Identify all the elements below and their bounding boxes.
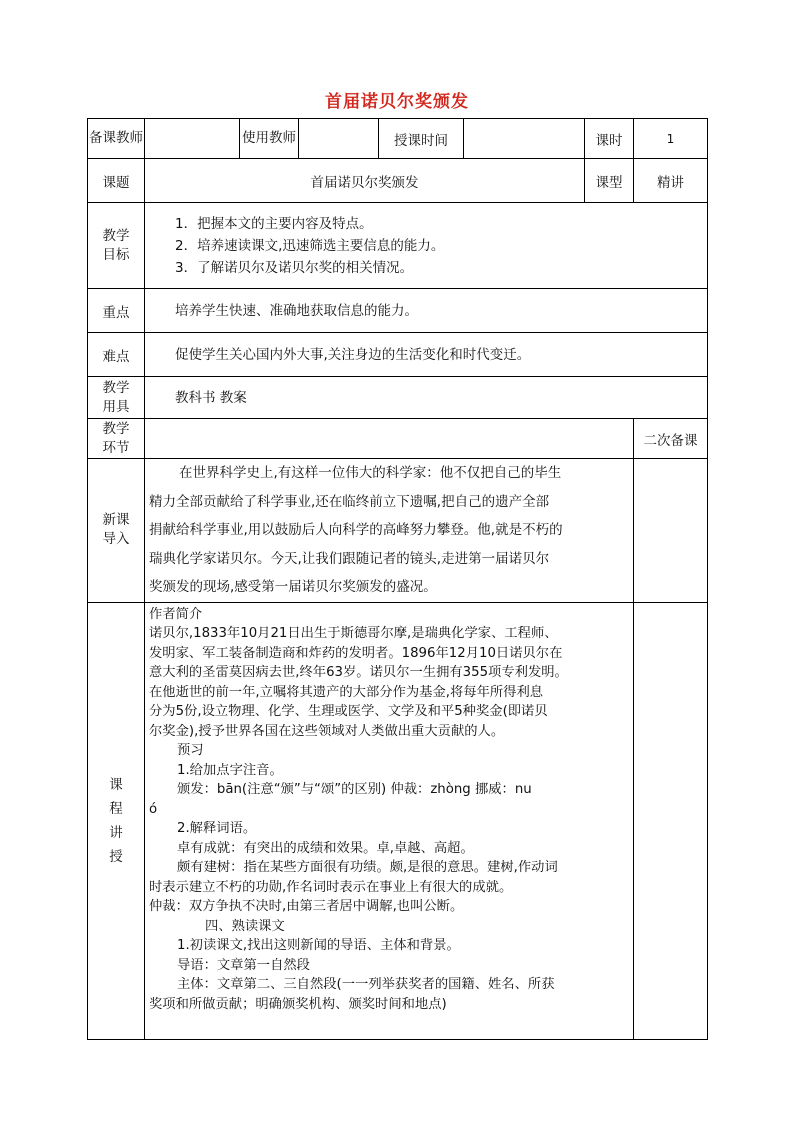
lecture-label: 课程讲授 bbox=[88, 602, 145, 1039]
lecture-line: 四、熟读课文 bbox=[205, 918, 285, 934]
document-title: 首届诺贝尔奖颁发 bbox=[325, 92, 469, 112]
lesson-type-label: 课型 bbox=[585, 159, 634, 203]
hours-label: 课时 bbox=[585, 119, 634, 159]
lecture-line: 时表示建立不朽的功勋,作名词时表示在事业上有很大的成就。 bbox=[149, 879, 513, 895]
lecture-line: ó bbox=[149, 801, 158, 817]
lecture-line: 作者简介 bbox=[149, 606, 203, 622]
goals-cell bbox=[145, 203, 708, 289]
lecture-text bbox=[145, 602, 634, 1039]
lecture-line: 1.给加点字注音。 bbox=[177, 762, 283, 778]
lesson-time-label: 授课时间 bbox=[379, 119, 464, 159]
lecture-line: 在他逝世的前一年,立嘱将其遗产的大部分作为基金,将每年所得利息 bbox=[149, 684, 544, 700]
goals-label: 教学目标 bbox=[88, 203, 145, 289]
process-cell bbox=[145, 419, 634, 459]
intro-line: 精力全部贡献给了科学事业,还在临终前立下遗嘱,把自己的遗产全部 bbox=[149, 493, 550, 510]
lecture-line: 仲裁：双方争执不决时,由第三者居中调解,也叫公断。 bbox=[149, 899, 464, 914]
lecture-line: 卓有成就：有突出的成绩和效果。卓,卓越、高超。 bbox=[177, 840, 474, 856]
lecture-line: 发明家、军工装备制造商和炸药的发明者。1896年12月10日诺贝尔在 bbox=[149, 645, 563, 661]
lecture-line: 颁发：bān(注意“颁”与“颂”的区别) 仲裁：zhòng 挪威：nu bbox=[177, 782, 532, 797]
lecture-line: 意大利的圣雷莫因病去世,终年63岁。诺贝尔一生拥有355项专利发明。 bbox=[149, 665, 568, 680]
lesson-time-cell bbox=[464, 119, 585, 159]
topic-label: 课题 bbox=[88, 159, 145, 203]
key-point-label: 重点 bbox=[88, 289, 145, 333]
lecture-line: 预习 bbox=[177, 743, 204, 758]
hours-value: 1 bbox=[634, 119, 708, 159]
lecture-line: 2.解释词语。 bbox=[177, 821, 257, 836]
lecture-line: 尔奖金),授予世界各国在这些领域对人类做出重大贡献的人。 bbox=[149, 723, 505, 739]
goal-item: 2．培养速读课文,迅速筛选主要信息的能力。 bbox=[175, 237, 445, 254]
topic-value: 首届诺贝尔奖颁发 bbox=[145, 159, 585, 203]
tools-label: 教学用具 bbox=[88, 377, 145, 419]
use-teacher-label: 使用教师 bbox=[240, 119, 299, 159]
lecture-line: 主体：文章第二、三自然段(一一列举获奖者的国籍、姓名、所获 bbox=[177, 977, 555, 992]
intro-line: 瑞典化学家诺贝尔。今天,让我们跟随记者的镜头,走进第一届诺贝尔 bbox=[149, 550, 550, 567]
intro-second-prep-cell bbox=[634, 459, 708, 603]
tools-value: 教科书 教案 bbox=[145, 377, 708, 419]
lecture-line: 诺贝尔,1833年10月21日出生于斯德哥尔摩,是瑞典化学家、工程师、 bbox=[149, 626, 558, 641]
key-point-value: 培养学生快速、准确地获取信息的能力。 bbox=[145, 289, 708, 333]
goal-item: 1．把握本文的主要内容及特点。 bbox=[175, 215, 373, 232]
difficulty-value: 促使学生关心国内外大事,关注身边的生活变化和时代变迁。 bbox=[145, 333, 708, 377]
lecture-second-prep-cell bbox=[634, 602, 708, 1039]
lecture-line: 颇有建树：指在某些方面很有功绩。颇,是很的意思。建树,作动词 bbox=[177, 860, 558, 875]
difficulty-label: 难点 bbox=[88, 333, 145, 377]
use-teacher-cell bbox=[299, 119, 379, 159]
lecture-line: 导语：文章第一自然段 bbox=[177, 957, 310, 973]
lecture-line: 奖项和所做贡献；明确颁奖机构、颁奖时间和地点) bbox=[149, 996, 447, 1012]
lesson-type-value: 精讲 bbox=[634, 159, 708, 203]
goal-item: 3．了解诺贝尔及诺贝尔奖的相关情况。 bbox=[175, 259, 414, 276]
prep-teacher-cell bbox=[145, 119, 240, 159]
intro-line: 捐献给科学事业,用以鼓励后人向科学的高峰努力攀登。他,就是不朽的 bbox=[149, 522, 563, 538]
intro-label: 新课导入 bbox=[88, 459, 145, 603]
lesson-plan-table bbox=[87, 118, 708, 1040]
lecture-line: 分为5份,设立物理、化学、生理或医学、文学及和平5种奖金(即诺贝 bbox=[149, 704, 548, 719]
second-prep-label: 二次备课 bbox=[634, 419, 708, 459]
intro-text bbox=[145, 459, 634, 603]
process-label: 教学环节 bbox=[88, 419, 145, 459]
prep-teacher-label: 备课教师 bbox=[88, 119, 145, 159]
lecture-line: 1.初读课文,找出这则新闻的导语、主体和背景。 bbox=[177, 938, 460, 953]
intro-line: 在世界科学史上,有这样一位伟大的科学家：他不仅把自己的毕生 bbox=[179, 465, 562, 481]
intro-line: 奖颁发的现场,感受第一届诺贝尔奖颁发的盛况。 bbox=[149, 579, 437, 595]
